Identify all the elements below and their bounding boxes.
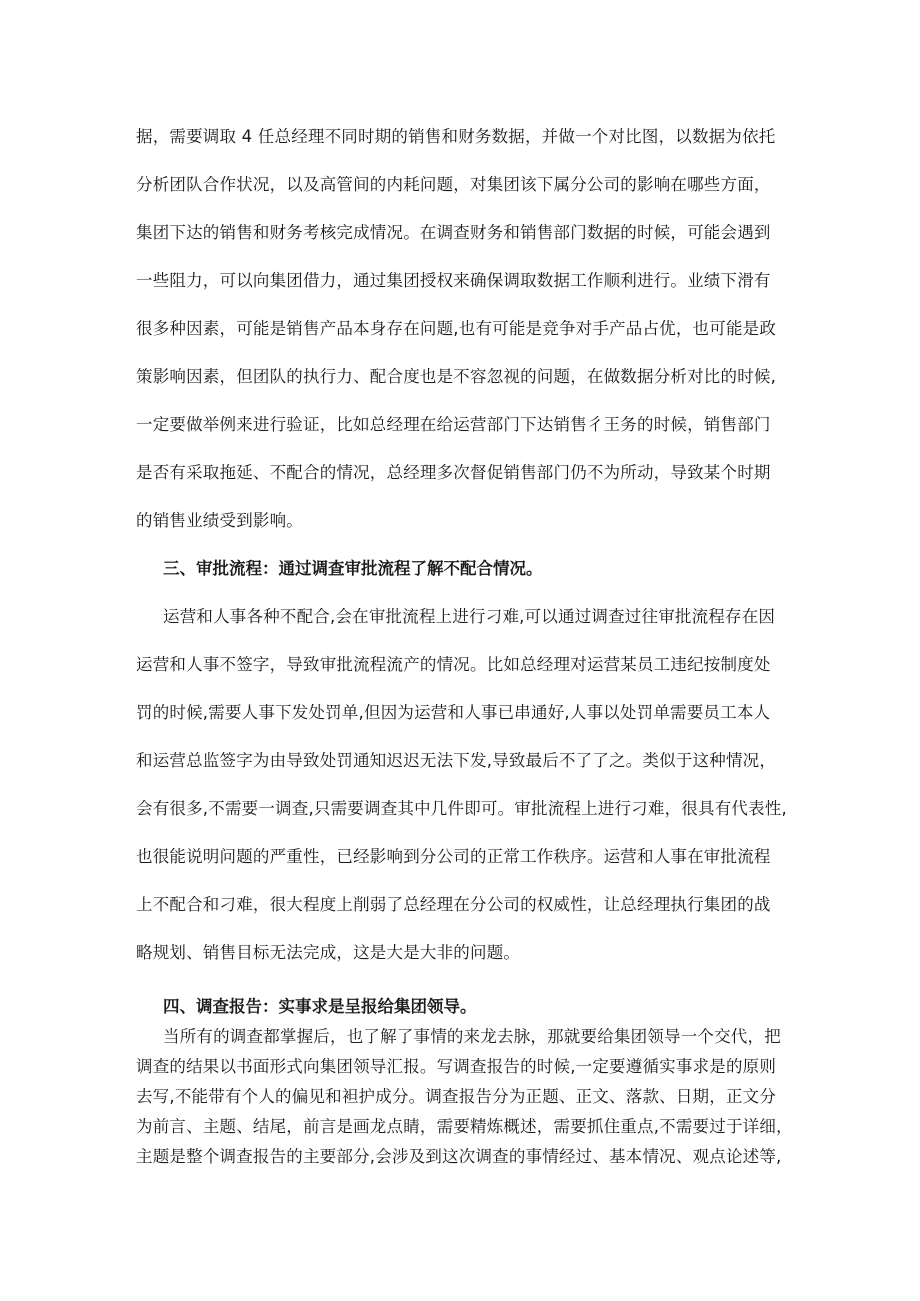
paragraph-line: 为前言、主题、结尾，前言是画龙点睛，需要精炼概述，需要抓住重点,不需要过于详细， — [136, 1117, 793, 1136]
paragraph-line: 主题是整个调查报告的主要部分,会涉及到这次调查的事情经过、基本情况、观点论述等, — [136, 1147, 782, 1166]
paragraph-line: 一些阻力，可以向集团借力，通过集团授权来确保调取数据工作顺利进行。业绩下滑有 — [136, 271, 771, 290]
paragraph-line: 据，需要调取 4 任总经理不同时期的销售和财务数据，并做一个对比图，以数据为依托 — [136, 127, 776, 146]
paragraph-line: 和运营总监签字为由导致处罚通知迟迟无法下发,导致最后不了了之。类似于这种情况， — [136, 751, 777, 770]
paragraph-line: 会有很多,不需要一调查,只需要调查其中几件即可。审批流程上进行刁难，很具有代表性, — [136, 799, 787, 818]
paragraph-line: 略规划、销售目标无法完成，这是大是大非的问题。 — [136, 943, 521, 962]
paragraph-line: 是否有采取拖延、不配合的情况，总经理多次督促销售部门仍不为所动，导致某个时期 — [136, 463, 771, 482]
paragraph-line: 运营和人事各种不配合,会在审批流程上进行刁难,可以通过调查过往审批流程存在因 — [163, 607, 776, 626]
paragraph-line: 运营和人事不签字，导致审批流程流产的情况。比如总经理对运营某员工违纪按制度处 — [136, 655, 771, 674]
section-heading-3: 三、审批流程：通过调查审批流程了解不配合情况。 — [163, 559, 543, 578]
paragraph-line: 策影响因素，但团队的执行力、配合度也是不容忽视的问题，在做数据分析对比的时候, — [136, 367, 777, 386]
paragraph-line: 的销售业绩受到影响。 — [136, 511, 303, 530]
paragraph-line: 很多种因素，可能是销售产品本身存在问题,也有可能是竞争对手产品占优，也可能是政 — [136, 319, 777, 338]
paragraph-line: 调查的结果以书面形式向集团领导汇报。写调查报告的时候,一定要遵循实事求是的原则 — [136, 1057, 777, 1076]
paragraph-line: 去写,不能带有个人的偏见和袒护成分。调查报告分为正题、正文、落款、日期，正文分 — [136, 1087, 777, 1106]
paragraph-line: 集团下达的销售和财务考核完成情况。在调查财务和销售部门数据的时候，可能会遇到 — [136, 223, 771, 242]
paragraph-line: 当所有的调查都掌握后，也了解了事情的来龙去脉，那就要给集团领导一个交代，把 — [163, 1027, 781, 1046]
paragraph-line: 上不配合和刁难，很大程度上削弱了总经理在分公司的权威性，让总经理执行集团的战 — [136, 895, 771, 914]
section-heading-4: 四、调查报告：实事求是呈报给集团领导。 — [163, 997, 477, 1016]
paragraph-line: 一定要做举例来进行验证，比如总经理在给运营部门下达销售彳王务的时候，销售部门 — [136, 415, 771, 434]
paragraph-line: 也很能说明问题的严重性，已经影响到分公司的正常工作秩序。运营和人事在审批流程 — [136, 847, 771, 866]
paragraph-line: 分析团队合作状况，以及高管间的内耗问题，对集团该下属分公司的影响在哪些方面， — [136, 175, 771, 194]
paragraph-line: 罚的时候,需要人事下发处罚单,但因为运营和人事已串通好,人事以处罚单需要员工本人 — [136, 703, 771, 722]
